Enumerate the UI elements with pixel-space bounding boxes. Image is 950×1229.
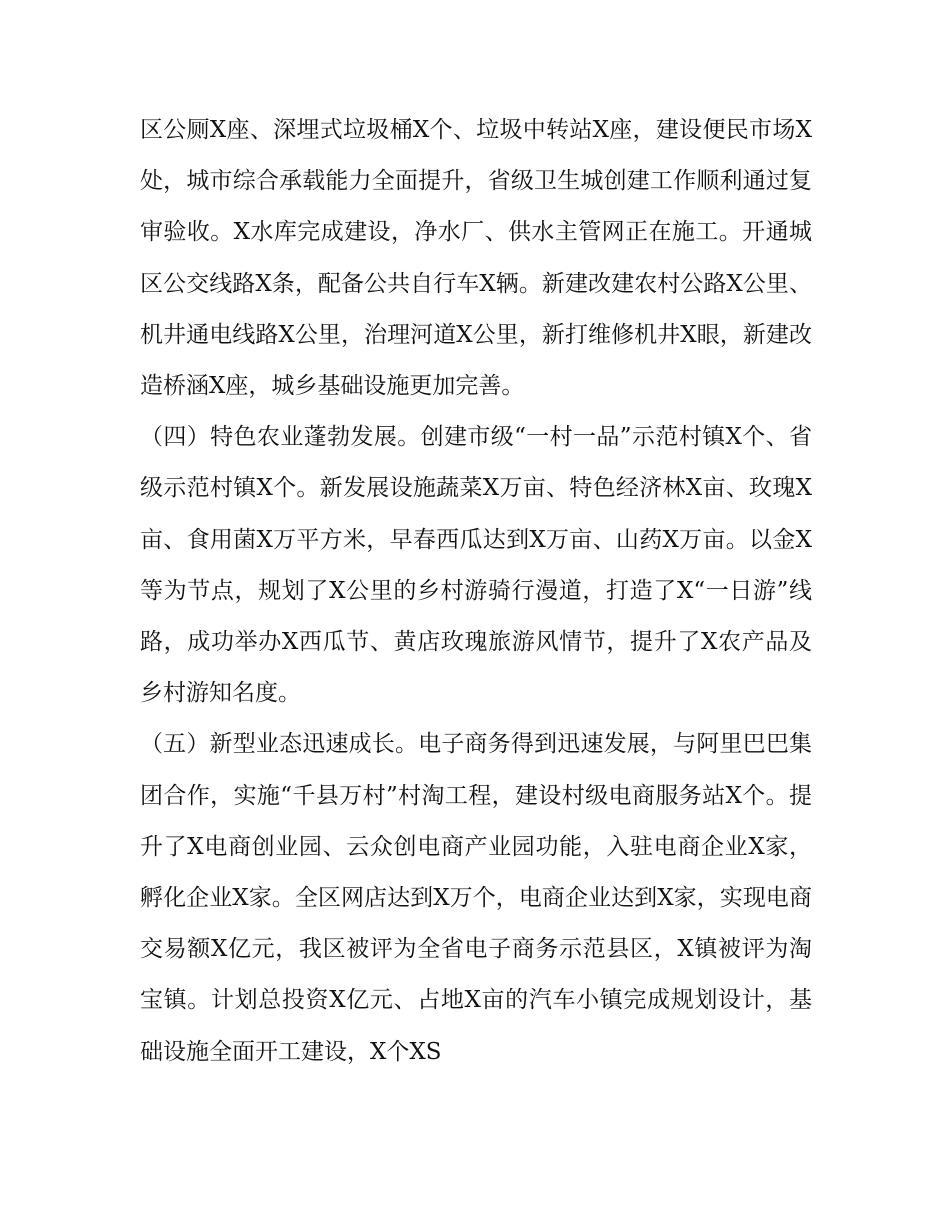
document-body — [140, 105, 812, 1078]
paragraph-infrastructure: 区公厕X座、深埋式垃圾桶X个、垃圾中转站X座，建设便民市场X处，城市综合承载能力全面提升，省级卫生城创建工作顺利通过复审验收。X水库完成建设，净水厂、供水主管网正在施工。开通城区公交线路X条，配备公共自行车X辆。新建改建农村公路X公里、机井通电线路X公里，治理河道X公里，新打维修机井X眼，新建改造桥涵X座，城乡基础设施更加完善。 — [140, 117, 812, 400]
paragraph-new-business: （五）新型业态迅速成长。电子商务得到迅速发展，与阿里巴巴集团合作，实施“千县万村”村淘工程，建设村级电商服务站X个。提升了X电商创业园、云众创电商产业园功能，入驻电商企业X家，孵化企业X家。全区网店达到X万个，电商企业达到X家，实现电商交易额X亿元，我区被评为全省电子商务示范县区，X镇被评为淘宝镇。计划总投资X亿元、占地X亩的汽车小镇完成规划设计，基础设施全面开工建设，X个XS — [140, 731, 812, 1065]
paragraph-agriculture: （四）特色农业蓬勃发展。创建市级“一村一品”示范村镇X个、省级示范村镇X个。新发展设施蔬菜X万亩、特色经济林X亩、玫瑰X亩、食用菌X万平方米，早春西瓜达到X万亩、山药X万亩。以金X等为节点，规划了X公里的乡村游骑行漫道，打造了X“一日游”线路，成功举办X西瓜节、黄店玫瑰旅游风情节，提升了X农产品及乡村游知名度。 — [140, 424, 812, 707]
